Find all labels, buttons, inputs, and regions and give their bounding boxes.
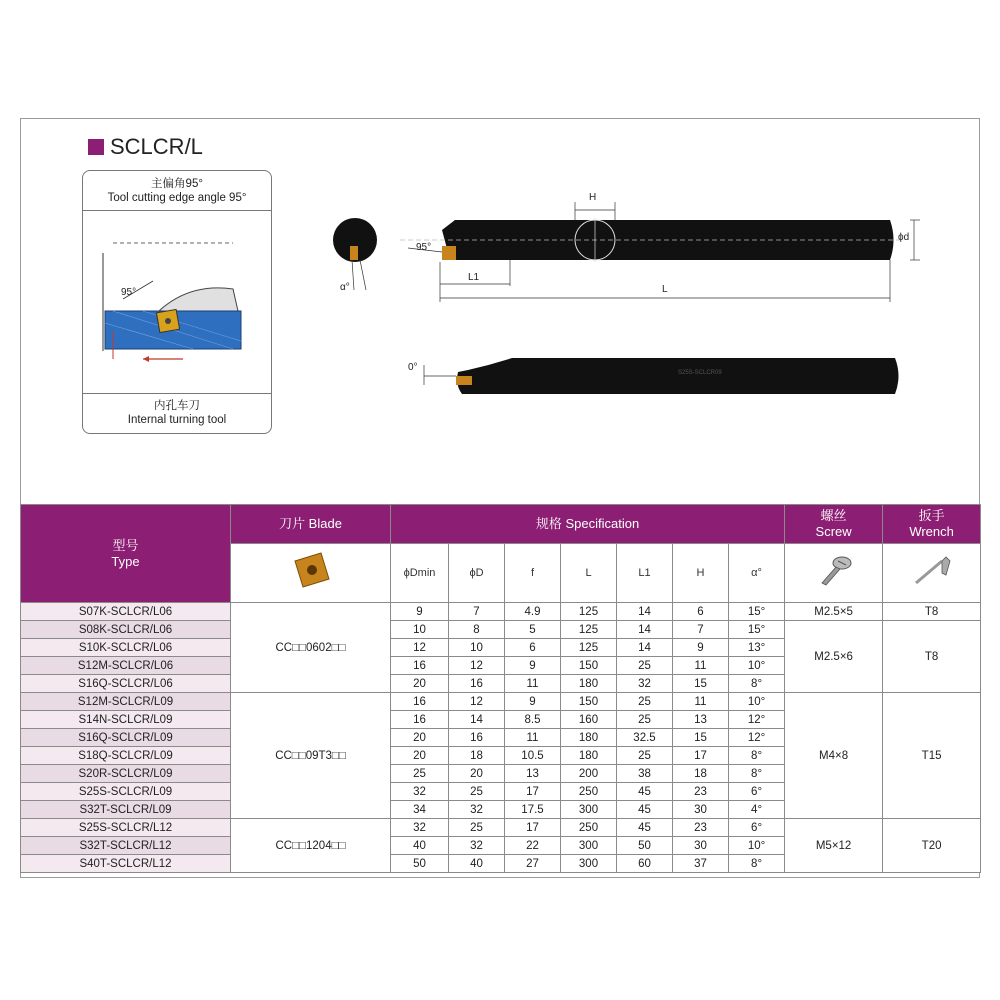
spec-l1-cell: 45 [617, 783, 673, 801]
bar-engraving: S25S-SCLCR09 [678, 370, 722, 376]
spec-dmin-cell: 9 [391, 603, 449, 621]
spec-dmin-cell: 25 [391, 765, 449, 783]
spec-h-cell: 15 [673, 675, 729, 693]
spec-d-cell: 16 [449, 729, 505, 747]
spec-f-cell: 17.5 [505, 801, 561, 819]
spec-alpha-cell: 8° [729, 675, 785, 693]
blade-header: 刀片 Blade [231, 505, 391, 544]
type-cell: S40T-SCLCR/L12 [21, 855, 231, 873]
spec-l1-cell: 32 [617, 675, 673, 693]
spec-alpha-cell: 8° [729, 765, 785, 783]
wrench-header-en: Wrench [909, 524, 954, 539]
spec-f-cell: 13 [505, 765, 561, 783]
spec-h-cell: 23 [673, 783, 729, 801]
spec-dmin-cell: 12 [391, 639, 449, 657]
wrench-cell: T15 [883, 693, 981, 819]
spec-f-cell: 11 [505, 675, 561, 693]
spec-alpha-cell: 4° [729, 801, 785, 819]
spec-l-cell: 300 [561, 855, 617, 873]
type-cell: S16Q-SCLCR/L09 [21, 729, 231, 747]
dim-d-label: ϕd [898, 232, 910, 243]
spec-l-cell: 300 [561, 837, 617, 855]
spec-dmin-cell: 40 [391, 837, 449, 855]
spec-f-cell: 27 [505, 855, 561, 873]
type-cell: S25S-SCLCR/L12 [21, 819, 231, 837]
spec-f-cell: 8.5 [505, 711, 561, 729]
col-h: H [673, 544, 729, 603]
spec-d-cell: 14 [449, 711, 505, 729]
spec-alpha-cell: 15° [729, 621, 785, 639]
spec-h-cell: 11 [673, 693, 729, 711]
spec-l1-cell: 45 [617, 801, 673, 819]
spec-table-body [21, 603, 981, 873]
dim-l-label: L [662, 284, 668, 295]
spec-dmin-cell: 16 [391, 693, 449, 711]
type-cell: S20R-SCLCR/L09 [21, 765, 231, 783]
tool-drawing [290, 180, 930, 420]
title-text: SCLCR/L [110, 134, 203, 159]
type-cell: S08K-SCLCR/L06 [21, 621, 231, 639]
spec-f-cell: 17 [505, 819, 561, 837]
spec-alpha-cell: 10° [729, 693, 785, 711]
screw-header-en: Screw [815, 524, 852, 539]
screw-cell: M4×8 [785, 693, 883, 819]
dim-alpha-label: α° [340, 282, 350, 293]
blade-cell: CC□□0602□□ [231, 603, 391, 693]
spec-d-cell: 32 [449, 801, 505, 819]
spec-l1-cell: 14 [617, 621, 673, 639]
spec-l1-cell: 50 [617, 837, 673, 855]
screw-cell: M2.5×6 [785, 621, 883, 693]
type-cell: S32T-SCLCR/L12 [21, 837, 231, 855]
dim-angle95-label: 95° [416, 242, 432, 253]
tool-cn-label: 内孔车刀 [154, 400, 200, 412]
spec-l1-cell: 60 [617, 855, 673, 873]
angle-en-label: Tool cutting edge angle 95° [107, 192, 247, 204]
wrench-cell: T8 [883, 621, 981, 693]
spec-dmin-cell: 32 [391, 819, 449, 837]
spec-l1-cell: 14 [617, 639, 673, 657]
title-marker [88, 139, 104, 155]
spec-h-cell: 17 [673, 747, 729, 765]
wrench-header [883, 505, 981, 544]
boring-bar-svg [290, 180, 930, 420]
spec-l1-cell: 38 [617, 765, 673, 783]
type-cell: S18Q-SCLCR/L09 [21, 747, 231, 765]
turning-diagram-svg [83, 211, 271, 393]
spec-h-cell: 37 [673, 855, 729, 873]
angle-box-header [83, 171, 271, 211]
screw-icon [812, 549, 856, 593]
spec-dmin-cell: 20 [391, 675, 449, 693]
spec-l-cell: 300 [561, 801, 617, 819]
spec-dmin-cell: 20 [391, 729, 449, 747]
spec-alpha-cell: 6° [729, 819, 785, 837]
col-dmin: ϕDmin [391, 544, 449, 603]
table-row [21, 621, 981, 639]
spec-d-cell: 32 [449, 837, 505, 855]
type-cell: S25S-SCLCR/L09 [21, 783, 231, 801]
spec-f-cell: 4.9 [505, 603, 561, 621]
wrench-cell: T20 [883, 819, 981, 873]
spec-l-cell: 180 [561, 729, 617, 747]
spec-h-cell: 7 [673, 621, 729, 639]
spec-alpha-cell: 12° [729, 711, 785, 729]
spec-l1-cell: 25 [617, 657, 673, 675]
page-title [88, 134, 203, 160]
spec-l1-cell: 32.5 [617, 729, 673, 747]
spec-l-cell: 180 [561, 747, 617, 765]
spec-l-cell: 125 [561, 621, 617, 639]
spec-alpha-cell: 10° [729, 657, 785, 675]
insert-icon [287, 547, 335, 595]
spec-d-cell: 8 [449, 621, 505, 639]
tool-en-label: Internal turning tool [127, 414, 227, 426]
spec-alpha-cell: 6° [729, 783, 785, 801]
table-row [21, 603, 981, 621]
table-row [21, 819, 981, 837]
spec-d-cell: 25 [449, 819, 505, 837]
type-cell: S14N-SCLCR/L09 [21, 711, 231, 729]
spec-l-cell: 150 [561, 657, 617, 675]
spec-l1-cell: 25 [617, 711, 673, 729]
wrench-header-cn: 扳手 [918, 508, 945, 523]
col-alpha: α° [729, 544, 785, 603]
spec-dmin-cell: 10 [391, 621, 449, 639]
spec-l1-cell: 25 [617, 693, 673, 711]
spec-f-cell: 6 [505, 639, 561, 657]
spec-alpha-cell: 8° [729, 855, 785, 873]
spec-h-cell: 30 [673, 801, 729, 819]
type-cell: S12M-SCLCR/L06 [21, 657, 231, 675]
angle-box-footer [83, 393, 271, 433]
spec-alpha-cell: 15° [729, 603, 785, 621]
spec-alpha-cell: 8° [729, 747, 785, 765]
spec-d-cell: 12 [449, 693, 505, 711]
spec-d-cell: 20 [449, 765, 505, 783]
type-cell: S32T-SCLCR/L09 [21, 801, 231, 819]
spec-h-cell: 30 [673, 837, 729, 855]
spec-f-cell: 9 [505, 657, 561, 675]
type-cell: S10K-SCLCR/L06 [21, 639, 231, 657]
spec-h-cell: 6 [673, 603, 729, 621]
spec-l-cell: 125 [561, 603, 617, 621]
dim-l1-label: L1 [468, 272, 480, 283]
insert-icon-cell [231, 544, 391, 603]
type-header-cn: 型号 [112, 537, 139, 553]
spec-dmin-cell: 34 [391, 801, 449, 819]
spec-h-cell: 23 [673, 819, 729, 837]
spec-l-cell: 180 [561, 675, 617, 693]
spec-h-cell: 18 [673, 765, 729, 783]
spec-alpha-cell: 13° [729, 639, 785, 657]
spec-d-cell: 7 [449, 603, 505, 621]
col-f: f [505, 544, 561, 603]
spec-f-cell: 5 [505, 621, 561, 639]
spec-l-cell: 250 [561, 819, 617, 837]
spec-f-cell: 17 [505, 783, 561, 801]
spec-h-cell: 11 [673, 657, 729, 675]
dim-h-label: H [589, 192, 597, 203]
cutting-angle-box [82, 170, 272, 434]
angle-cn-label: 主偏角95° [151, 178, 203, 190]
spec-l1-cell: 25 [617, 747, 673, 765]
type-header-en: Type [111, 553, 140, 569]
spec-alpha-cell: 10° [729, 837, 785, 855]
wrench-icon [908, 549, 956, 593]
spec-dmin-cell: 50 [391, 855, 449, 873]
spec-l1-cell: 14 [617, 603, 673, 621]
internal-turning-diagram [83, 211, 271, 393]
table-row [21, 693, 981, 711]
spec-h-cell: 15 [673, 729, 729, 747]
spec-f-cell: 9 [505, 693, 561, 711]
spec-dmin-cell: 16 [391, 657, 449, 675]
header-row-1 [21, 505, 981, 544]
spec-f-cell: 10.5 [505, 747, 561, 765]
spec-header: 规格 Specification [391, 505, 785, 544]
wrench-icon-cell [883, 544, 981, 603]
screw-header-cn: 螺丝 [820, 508, 847, 523]
screw-header [785, 505, 883, 544]
wrench-cell: T8 [883, 603, 981, 621]
screw-cell: M5×12 [785, 819, 883, 873]
spec-l-cell: 150 [561, 693, 617, 711]
spec-dmin-cell: 16 [391, 711, 449, 729]
spec-alpha-cell: 12° [729, 729, 785, 747]
spec-table [20, 504, 981, 873]
screw-cell: M2.5×5 [785, 603, 883, 621]
spec-f-cell: 22 [505, 837, 561, 855]
diagram-angle-label: 95° [121, 287, 137, 298]
dim-zero-label: 0° [408, 362, 418, 373]
spec-d-cell: 18 [449, 747, 505, 765]
spec-l1-cell: 45 [617, 819, 673, 837]
spec-l-cell: 125 [561, 639, 617, 657]
spec-d-cell: 16 [449, 675, 505, 693]
spec-h-cell: 9 [673, 639, 729, 657]
type-cell: S07K-SCLCR/L06 [21, 603, 231, 621]
spec-l-cell: 200 [561, 765, 617, 783]
spec-l-cell: 250 [561, 783, 617, 801]
spec-d-cell: 40 [449, 855, 505, 873]
blade-cell: CC□□1204□□ [231, 819, 391, 873]
spec-h-cell: 13 [673, 711, 729, 729]
spec-l-cell: 160 [561, 711, 617, 729]
spec-dmin-cell: 20 [391, 747, 449, 765]
type-cell: S12M-SCLCR/L09 [21, 693, 231, 711]
col-l: L [561, 544, 617, 603]
spec-d-cell: 12 [449, 657, 505, 675]
type-cell: S16Q-SCLCR/L06 [21, 675, 231, 693]
spec-f-cell: 11 [505, 729, 561, 747]
spec-d-cell: 10 [449, 639, 505, 657]
spec-dmin-cell: 32 [391, 783, 449, 801]
col-d: ϕD [449, 544, 505, 603]
screw-icon-cell [785, 544, 883, 603]
spec-d-cell: 25 [449, 783, 505, 801]
blade-cell: CC□□09T3□□ [231, 693, 391, 819]
type-header [21, 505, 231, 603]
col-l1: L1 [617, 544, 673, 603]
